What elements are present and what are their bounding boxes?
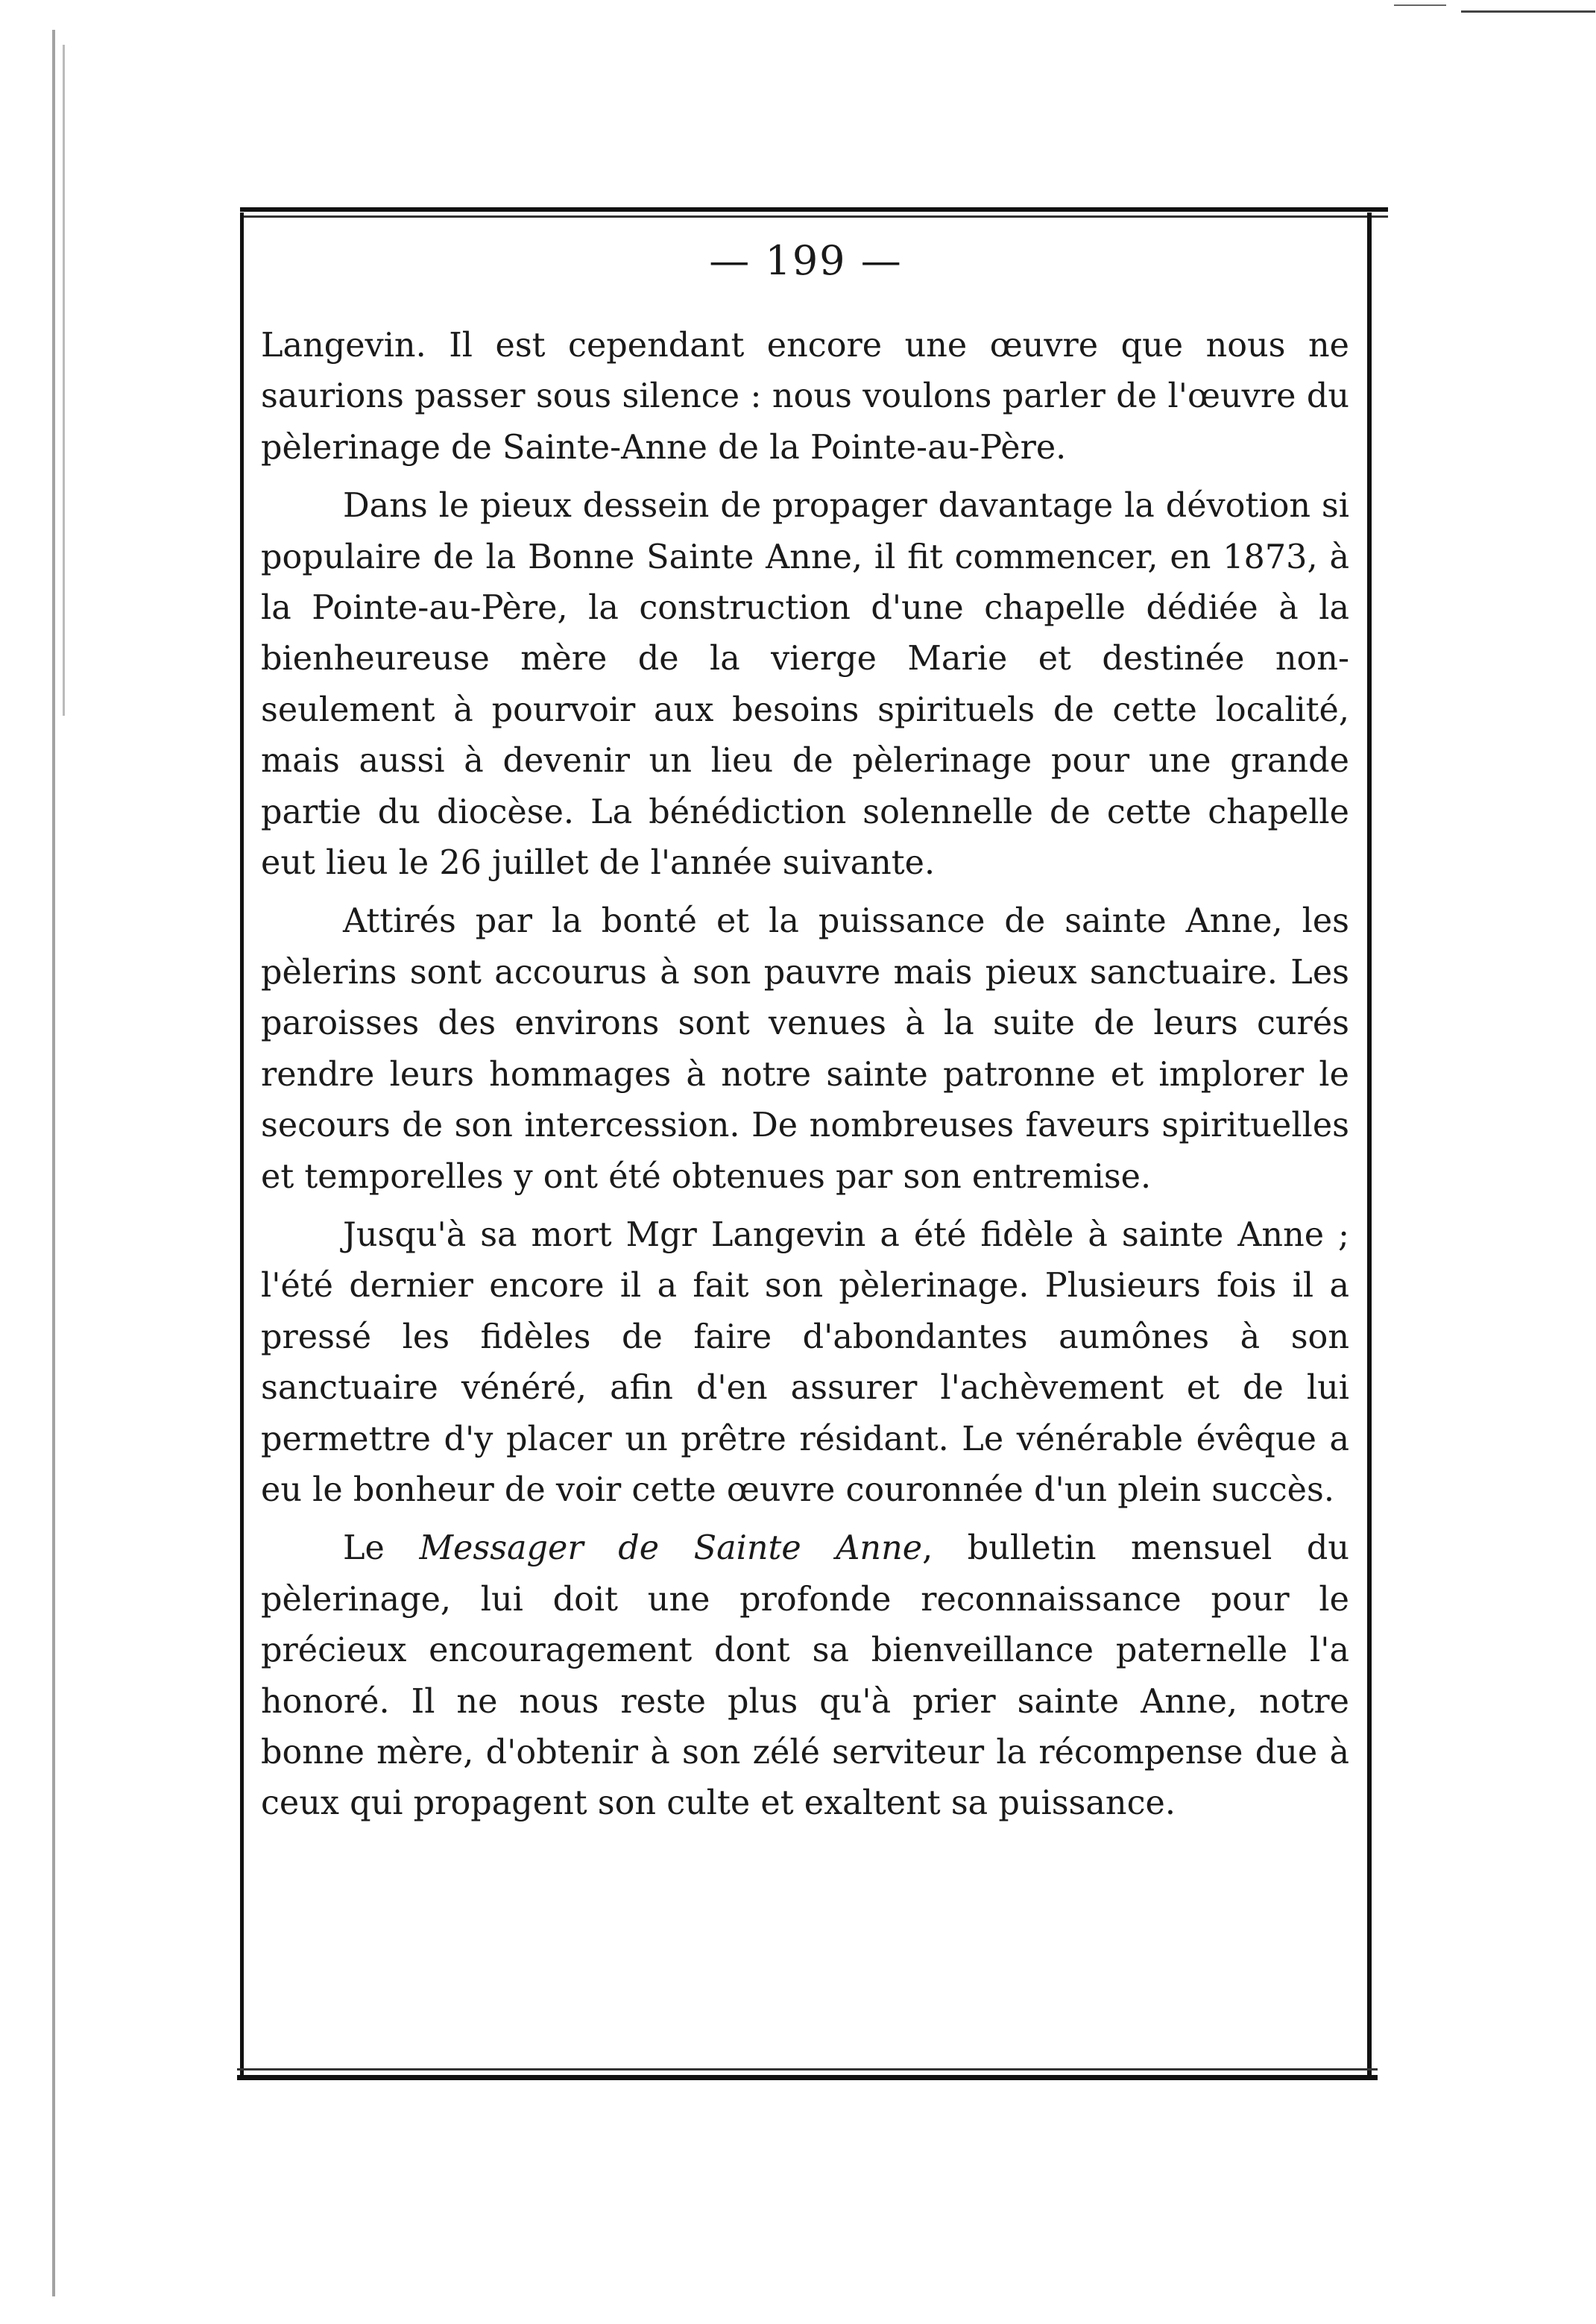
- paragraph-5-suffix: , bulletin mensuel du pèlerinage, lui doit une profonde reconnaissance pour le précieux encouragement dont sa bienveillance paternelle l'a honoré. Il ne nous reste plus qu'à prier sainte Anne, notre bonne mère, d'obtenir à son zélé serviteur la récompense due à ceux qui propagent son culte et exaltent sa puissance.: [261, 1529, 1350, 1823]
- scan-mark-left-2: [63, 45, 65, 716]
- frame-bottom-rule: [237, 2068, 1378, 2080]
- scan-mark-top-right: [1461, 10, 1595, 13]
- scan-mark-left: [52, 30, 55, 2296]
- paragraph-5: [261, 1523, 1349, 1829]
- paragraph-5-prefix: Le: [343, 1529, 420, 1568]
- paragraph-2: Dans le pieux dessein de propager davantage la dévotion si populaire de la Bonne Sainte Anne, il fit commencer, en 1873, à la Pointe-au-Père, la construction d'une chapelle dédiée à la bienheureuse mère de la vierge Marie et destinée non-seulement à pourvoir aux besoins spirituels de cette localité, mais aussi à devenir un lieu de pèlerinage pour une grande partie du diocèse. La bénédiction solennelle de cette chapelle eut lieu le 26 juillet de l'année suivante.: [261, 487, 1349, 883]
- body-text: [261, 321, 1349, 1830]
- scan-mark-top-right-2: [1394, 4, 1446, 6]
- page-number: — 199 —: [709, 237, 903, 284]
- bulletin-title: Messager de Sainte Anne: [419, 1529, 923, 1568]
- paragraph-4: Jusqu'à sa mort Mgr Langevin a été fidèle à sainte Anne ; l'été dernier encore il a fait son pèlerinage. Plusieurs fois il a pressé les fidèles de faire d'abondantes aumônes à son sanctuaire vénéré, afin d'en assurer l'achèvement et de lui permettre d'y placer un prêtre résidant. Le vénérable évêque a eu le bonheur de voir cette œuvre couronnée d'un plein succès.: [261, 1215, 1349, 1509]
- paragraph-1: Langevin. Il est cependant encore une œuvre que nous ne saurions passer sous silence : nous voulons parler de l'œuvre du pèlerinage de Sainte-Anne de la Pointe-au-Père.: [261, 327, 1349, 467]
- paragraph-3: Attirés par la bonté et la puissance de sainte Anne, les pèlerins sont accourus à son pauvre mais pieux sanctuaire. Les paroisses des environs sont venues à la suite de leurs curés rendre leurs hommages à notre sainte patronne et implorer le secours de son intercession. De nombreuses faveurs spirituelles et temporelles y ont été obtenues par son entremise.: [261, 902, 1349, 1196]
